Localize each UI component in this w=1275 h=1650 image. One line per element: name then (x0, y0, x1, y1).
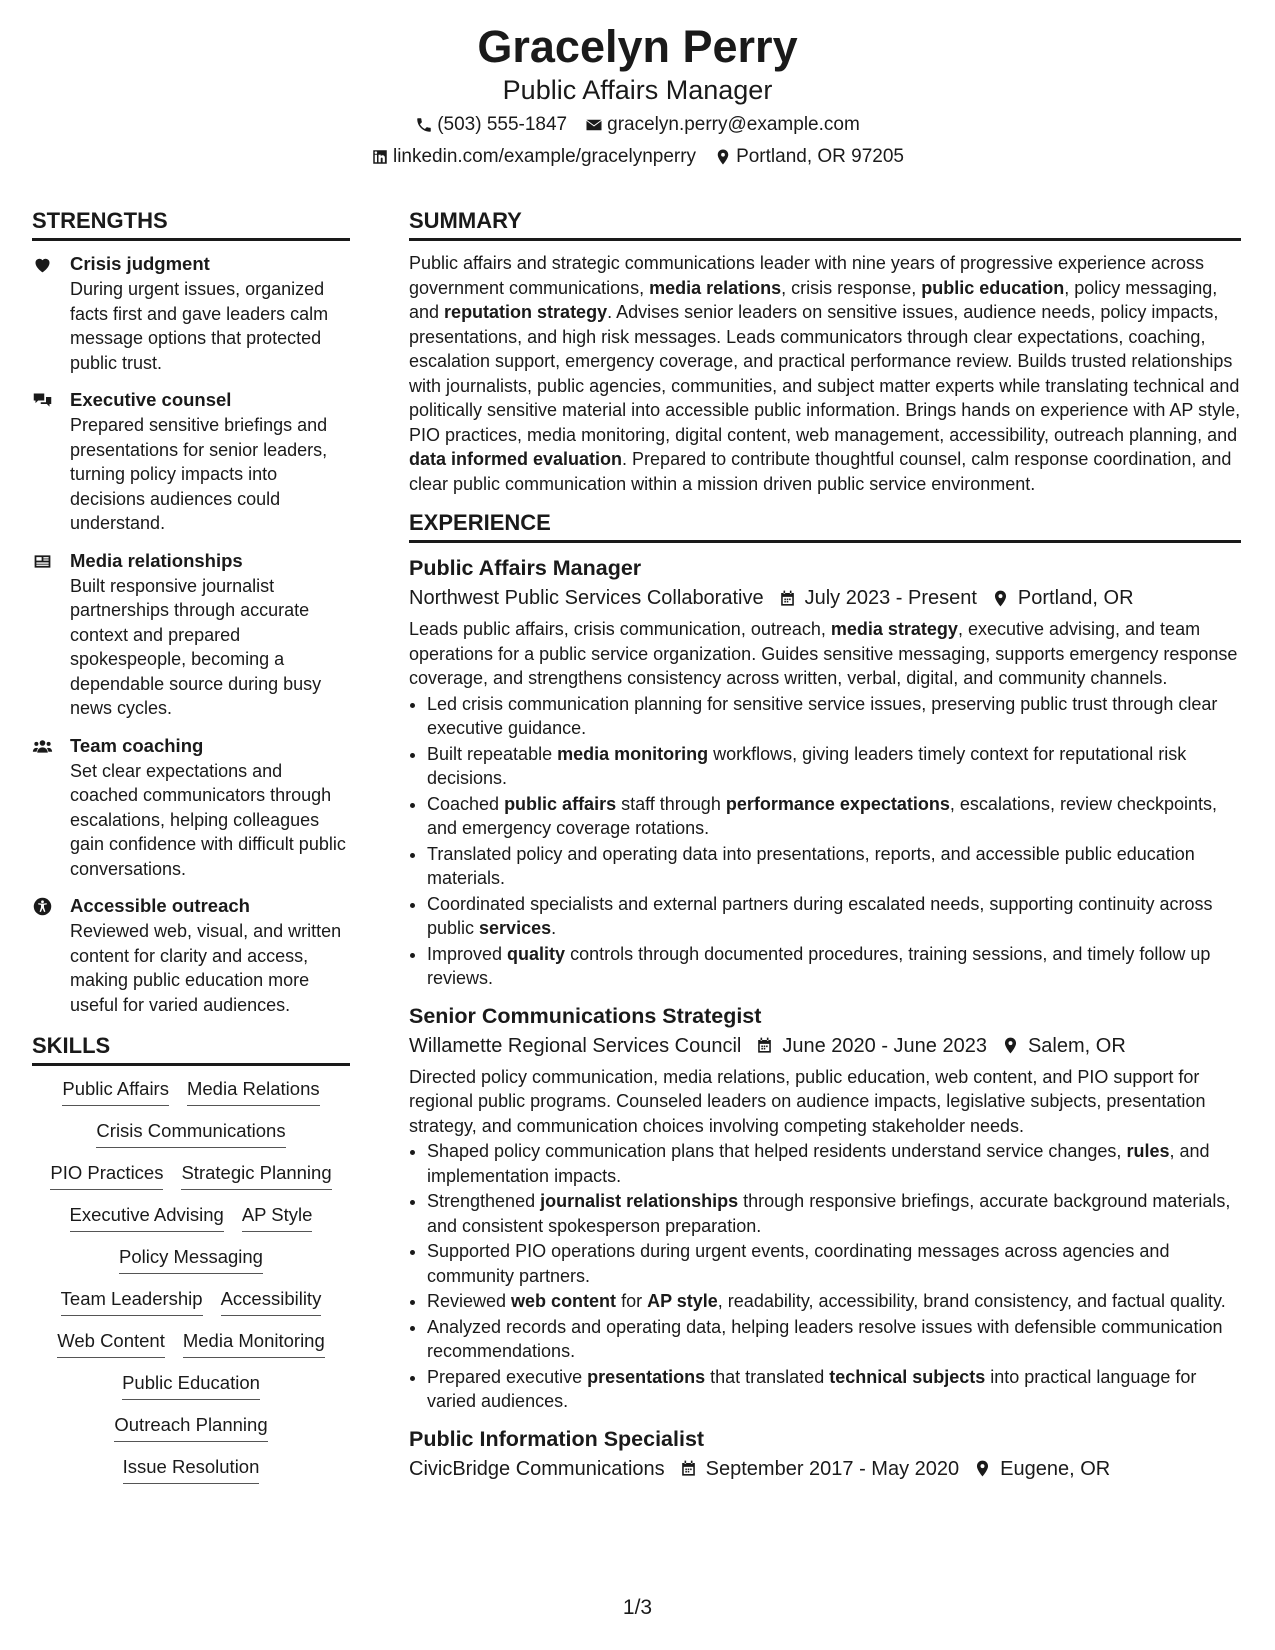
strength-title: Executive counsel (70, 389, 232, 410)
skill-tag: PIO Practices (50, 1160, 163, 1190)
skill-tag: AP Style (242, 1202, 313, 1232)
location-text: Portland, OR 97205 (736, 146, 905, 167)
strength-item (32, 387, 350, 536)
strength-title: Media relationships (70, 549, 243, 571)
skill-tag: Web Content (57, 1328, 165, 1358)
resume-header (0, 20, 1275, 172)
skill-tag: Strategic Planning (181, 1160, 331, 1190)
comments-icon (32, 390, 53, 411)
skills-row (32, 1076, 350, 1106)
heart-icon (32, 254, 53, 275)
map-marker-icon (973, 1459, 992, 1478)
job-dates: September 2017 - May 2020 (705, 1457, 960, 1480)
contact-row-2 (0, 142, 1275, 172)
strength-title: Crisis judgment (70, 253, 210, 274)
skill-tag: Executive Advising (70, 1202, 224, 1232)
job-bullets (409, 1139, 1241, 1414)
map-marker-icon (991, 589, 1010, 608)
candidate-name: Gracelyn Perry (477, 21, 798, 72)
job-title: Public Affairs Manager (409, 556, 642, 580)
skill-tag: Outreach Planning (114, 1412, 267, 1442)
job-bullet: • Supported PIO operations during urgent events, coordinating messages across agencies and community partners. (427, 1239, 1241, 1288)
phone-text: (503) 555-1847 (437, 114, 568, 135)
accessibility-icon (32, 896, 53, 917)
skill-tag: Public Education (122, 1370, 260, 1400)
skills-row (32, 1370, 350, 1400)
job-meta (409, 1454, 1241, 1484)
job-entry (409, 553, 1241, 991)
job-location: Portland, OR (1017, 587, 1134, 609)
job-dates: July 2023 - Present (804, 587, 977, 609)
strengths-list (32, 251, 350, 1017)
map-marker-icon (1001, 1036, 1020, 1055)
job-title: Senior Communications Strategist (409, 1003, 762, 1028)
jobs-list (409, 553, 1241, 1484)
users-icon (32, 736, 53, 757)
map-marker-icon (714, 148, 732, 166)
skill-tag: Team Leadership (61, 1286, 203, 1316)
skill-tag: Media Relations (187, 1076, 320, 1106)
job-bullet: • Coached public affairs staff through performance expectations, escalations, review checkpoints, and emergency coverage rotations. (427, 792, 1241, 841)
strength-item (32, 251, 350, 375)
strength-item (32, 893, 350, 1017)
strength-description: Reviewed web, visual, and written content for clarity and access, making public education more useful for varied audiences. (70, 921, 342, 1015)
job-meta (409, 1031, 1241, 1061)
skills-row (32, 1286, 350, 1316)
strength-description: Prepared sensitive briefings and presentations for senior leaders, turning policy impacts into decisions audiences could understand. (70, 415, 328, 533)
calendar-icon (778, 589, 797, 608)
phone-contact[interactable] (415, 110, 567, 140)
location-contact (714, 142, 904, 172)
linkedin-text: linkedin.com/example/gracelynperry (392, 146, 697, 167)
experience-heading: EXPERIENCE (409, 508, 1241, 543)
skill-tag: Policy Messaging (119, 1244, 263, 1274)
strength-title: Team coaching (70, 734, 204, 756)
skill-tag: Crisis Communications (96, 1118, 285, 1148)
job-bullet: • Built repeatable media monitoring workflows, giving leaders timely context for reputational risk decisions. (427, 742, 1241, 791)
linkedin-icon (371, 148, 389, 166)
strength-item (32, 733, 350, 882)
skills-row (32, 1454, 350, 1484)
skills-row (32, 1412, 350, 1442)
job-bullet: • Strengthened journalist relationships through responsive briefings, accurate background materials, and consistent spokesperson preparation. (427, 1189, 1241, 1238)
job-organization: Northwest Public Services Collaborative (409, 587, 764, 609)
phone-icon (415, 116, 433, 134)
job-entry (409, 1001, 1241, 1414)
job-dates: June 2020 - June 2023 (782, 1034, 987, 1057)
skills-row (32, 1160, 350, 1190)
job-bullet: • Shaped policy communication plans that helped residents understand service changes, rules, and implementation impacts. (427, 1139, 1241, 1188)
job-meta (409, 583, 1241, 613)
job-bullets (409, 692, 1241, 991)
strengths-heading: STRENGTHS (32, 206, 350, 241)
candidate-title: Public Affairs Manager (502, 75, 773, 105)
newspaper-icon (32, 551, 53, 572)
left-column (32, 206, 350, 1496)
skills-heading: SKILLS (32, 1031, 350, 1066)
skills-row (32, 1202, 350, 1232)
skills-row (32, 1328, 350, 1358)
contact-row-1 (0, 110, 1275, 140)
linkedin-contact[interactable] (371, 142, 696, 172)
skill-tag: Issue Resolution (123, 1454, 260, 1484)
envelope-icon (585, 116, 603, 134)
email-contact[interactable] (585, 110, 860, 140)
skill-tag: Accessibility (221, 1286, 322, 1316)
job-bullet: • Translated policy and operating data into presentations, reports, and accessible public education materials. (427, 842, 1241, 891)
right-column (409, 206, 1241, 1494)
job-location: Eugene, OR (1000, 1457, 1111, 1480)
calendar-icon (755, 1036, 774, 1055)
skills-list (32, 1076, 350, 1484)
job-bullet: • Analyzed records and operating data, helping leaders resolve issues with defensible communication recommendations. (427, 1315, 1241, 1364)
job-entry (409, 1424, 1241, 1484)
skill-tag: Media Monitoring (183, 1328, 325, 1358)
skills-row (32, 1118, 350, 1148)
strength-description: During urgent issues, organized facts first and gave leaders calm message options that protected public trust. (70, 279, 329, 373)
strength-description: Set clear expectations and coached communicators through escalations, helping colleagues gain confidence with difficult public conversations. (70, 760, 346, 879)
skill-tag: Public Affairs (62, 1076, 169, 1106)
strength-item (32, 548, 350, 721)
job-bullet: • Led crisis communication planning for sensitive service issues, preserving public trust through clear executive guidance. (427, 692, 1241, 741)
page-number: 1/3 (622, 1596, 653, 1619)
skills-row (32, 1244, 350, 1274)
job-bullet: • Coordinated specialists and external partners during escalated needs, supporting continuity across public services. (427, 892, 1241, 941)
job-bullet: • Reviewed web content for AP style, readability, accessibility, brand consistency, and factual quality. (427, 1289, 1241, 1314)
job-location: Salem, OR (1027, 1034, 1126, 1057)
email-text: gracelyn.perry@example.com (607, 114, 860, 135)
calendar-icon (679, 1459, 698, 1478)
job-title: Public Information Specialist (409, 1426, 705, 1451)
summary-text: Public affairs and strategic communications leader with nine years of progressive experience across government communications, media relations, crisis response, public education, policy messaging, and reputation strategy. Advises senior leaders on sensitive issues, audience needs, policy impacts, presentations, and high risk messages. Leads communicators through clear expectations, coaching, escalation support, emergency coverage, and practical performance review. Builds trusted relationships with journalists, public agencies, communities, and subject matter experts while translating technical and politically sensitive material into accessible public information. Brings hands on experience with AP style, PIO practices, media monitoring, digital content, web management, accessibility, outreach planning, and data informed evaluation. Prepared to contribute thoughtful counsel, calm response coordination, and clear public communication within a mission driven public service environment. (409, 253, 1241, 494)
strength-title: Accessible outreach (70, 895, 250, 916)
job-organization: Willamette Regional Services Council (409, 1034, 742, 1057)
job-bullet: • Prepared executive presentations that translated technical subjects into practical language for varied audiences. (427, 1365, 1241, 1414)
strength-description: Built responsive journalist partnerships through accurate context and prepared spokespeople, becoming a dependable source during busy news cycles. (70, 575, 322, 718)
job-organization: CivicBridge Communications (409, 1457, 665, 1480)
summary-heading: SUMMARY (409, 206, 1241, 241)
job-bullet: • Improved quality controls through documented procedures, training sessions, and timely follow up reviews. (427, 942, 1241, 991)
job-description: Leads public affairs, crisis communication, outreach, media strategy, executive advising, and team operations for a public service organization. Guides sensitive messaging, supports emergency response coverage, and strengthens consistency across written, verbal, digital, and community channels. (409, 619, 1238, 688)
job-description: Directed policy communication, media relations, public education, web content, and PIO support for regional public programs. Counseled leaders on audience impacts, legislative subjects, presentation strategy, and communication choices involving competing stakeholder needs. (409, 1066, 1206, 1136)
